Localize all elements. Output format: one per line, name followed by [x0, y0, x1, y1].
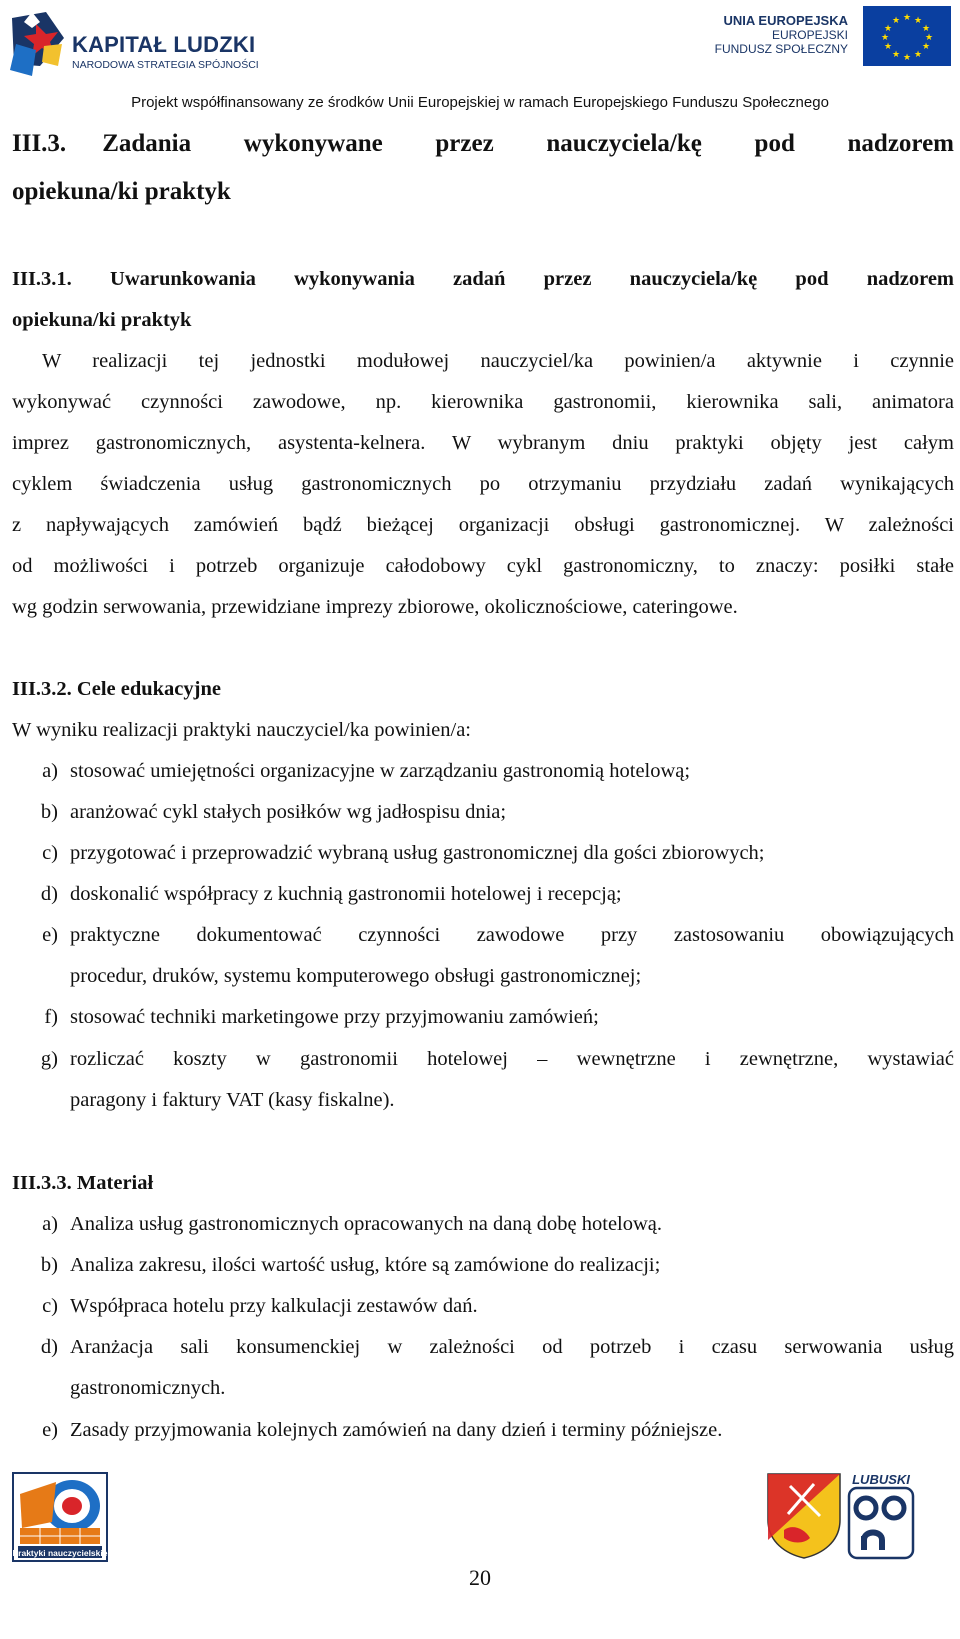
- list-item-label: e): [42, 924, 58, 946]
- list-item: [28, 1285, 954, 1327]
- list-item-text: doskonalić współpracy z kuchnią gastronomii hotelowej i recepcją;: [70, 883, 622, 905]
- list-item-text: Współpraca hotelu przy kalkulacji zestawów dań.: [70, 1295, 478, 1317]
- section-title-line2: opiekuna/ki praktyk: [12, 178, 231, 205]
- praktyki-logo-label: Praktyki nauczycielskie: [12, 1548, 108, 1558]
- svg-text:★: ★: [891, 16, 901, 26]
- list-item-label: d): [40, 1336, 58, 1358]
- sub1-paragraph-line: wg godzin serwowania, przewidziane imprezy zbiorowe, okolicznościowe, cateringowe.: [12, 596, 738, 618]
- sub1-paragraph-line: imprez gastronomicznych, asystenta-kelnera. W wybranym dniu praktyki objęty jest całym: [12, 432, 954, 454]
- section-title-line1: [12, 124, 954, 164]
- sub3-title: III.3.3. Materiał: [12, 1172, 154, 1194]
- list-item: [28, 791, 954, 833]
- section-title-text: Zadania wykonywane przez nauczyciela/kę pod nadzorem: [102, 130, 954, 157]
- section-number: III.3.: [12, 130, 67, 157]
- eu-logo-line3: FUNDUSZ SPOŁECZNY: [714, 42, 848, 56]
- list-item: [28, 1203, 954, 1245]
- list-item: [28, 1409, 954, 1451]
- list-item-text: rozliczać koszty w gastronomii hotelowej – wewnętrzne i zewnętrzne, wystawiać: [70, 1048, 954, 1070]
- list-item-text: stosować techniki marketingowe przy przyjmowaniu zamówień;: [70, 1006, 599, 1028]
- list-item-label: c): [42, 842, 58, 864]
- list-item-text: przygotować i przeprowadzić wybraną usług gastronomicznej dla gości zbiorowych;: [70, 842, 765, 864]
- svg-text:★: ★: [913, 16, 923, 26]
- coat-of-arms-icon: [764, 1470, 844, 1560]
- svg-text:★: ★: [921, 42, 931, 52]
- svg-text:★: ★: [891, 50, 901, 60]
- sub1-paragraph-line: W realizacji tej jednostki modułowej nauczyciel/ka powinien/a aktywnie i czynnie: [42, 350, 954, 372]
- list-item: [28, 873, 954, 915]
- sub2-intro: W wyniku realizacji praktyki nauczyciel/ka powinien/a:: [12, 719, 471, 741]
- svg-text:★: ★: [902, 53, 912, 63]
- sub1-title-line1: III.3.1. Uwarunkowania wykonywania zadań przez nauczyciela/kę pod nadzorem: [12, 268, 954, 290]
- svg-text:★: ★: [883, 24, 893, 34]
- praktyki-nauczycielskie-logo: [12, 1472, 108, 1562]
- list-item-label: e): [42, 1419, 58, 1441]
- list-item-text-continued: paragony i faktury VAT (kasy fiskalne).: [70, 1089, 395, 1111]
- list-item-text: Analiza usług gastronomicznych opracowanych na daną dobę hotelową.: [70, 1213, 663, 1235]
- list-item-label: b): [40, 1254, 58, 1276]
- sub1-paragraph-line: wykonywać czynności zawodowe, np. kierownika gastronomii, kierownika sali, animatora: [12, 391, 954, 413]
- list-item-label: f): [44, 1006, 58, 1028]
- svg-text:★: ★: [880, 33, 890, 43]
- lubuski-label: LUBUSKI: [852, 1472, 910, 1487]
- svg-text:★: ★: [924, 33, 934, 43]
- svg-text:★: ★: [913, 50, 923, 60]
- svg-text:★: ★: [883, 42, 893, 52]
- list-item-text: stosować umiejętności organizacyjne w zarządzaniu gastronomią hotelową;: [70, 760, 691, 782]
- kapital-ludzki-emblem-icon: [6, 4, 68, 82]
- kapital-ludzki-subtitle: NARODOWA STRATEGIA SPÓJNOŚCI: [72, 59, 259, 71]
- list-item: [28, 914, 954, 998]
- list-item-text: aranżować cykl stałych posiłków wg jadłospisu dnia;: [70, 801, 507, 823]
- list-item: [28, 750, 954, 792]
- list-item: [28, 1326, 954, 1410]
- list-item-label: d): [40, 883, 58, 905]
- list-item-label: a): [42, 1213, 58, 1235]
- list-item-text: praktyczne dokumentować czynności zawodowe przy zastosowaniu obowiązujących: [70, 924, 954, 946]
- sub1-paragraph-line: z napływających zamówień bądź bieżącej organizacji obsługi gastronomicznej. W zależności: [12, 514, 954, 536]
- lubuski-odn-logo: [846, 1470, 916, 1560]
- kapital-ludzki-title: KAPITAŁ LUDZKI: [72, 32, 256, 57]
- project-funding-line: Projekt współfinansowany ze środków Unii Europejskiej w ramach Europejskiego Funduszu Społecznego: [131, 94, 829, 111]
- list-item-text: Aranżacja sali konsumenckiej w zależności od potrzeb i czasu serwowania usług: [70, 1336, 954, 1358]
- sub2-title: III.3.2. Cele edukacyjne: [12, 678, 221, 700]
- svg-text:★: ★: [902, 13, 912, 23]
- eu-logo-text: [715, 14, 848, 56]
- sub1-paragraph-line: cyklem świadczenia usług gastronomicznych po otrzymaniu przydziału zadań wynikających: [12, 473, 954, 495]
- list-item: [28, 832, 954, 874]
- sub1-paragraph-line: od możliwości i potrzeb organizuje całodobowy cykl gastronomiczny, to znaczy: posiłki stałe: [12, 555, 954, 577]
- eu-logo-line2: EUROPEJSKI: [771, 28, 848, 42]
- list-item-text-continued: procedur, druków, systemu komputerowego obsługi gastronomicznej;: [70, 965, 642, 987]
- list-item-text: Analiza zakresu, ilości wartość usług, które są zamówione do realizacji;: [70, 1254, 661, 1276]
- list-item-label: g): [40, 1048, 58, 1070]
- list-item: [28, 1244, 954, 1286]
- list-item-text: Zasady przyjmowania kolejnych zamówień na dany dzień i terminy późniejsze.: [70, 1419, 723, 1441]
- svg-text:★: ★: [921, 24, 931, 34]
- list-item: [28, 1038, 954, 1122]
- sub1-title-line2: opiekuna/ki praktyk: [12, 309, 192, 331]
- eu-logo-line1: UNIA EUROPEJSKA: [723, 13, 848, 28]
- list-item-label: c): [42, 1295, 58, 1317]
- list-item-label: b): [40, 801, 58, 823]
- list-item: [28, 996, 954, 1038]
- eu-flag-icon: [863, 6, 951, 66]
- list-item-text-continued: gastronomicznych.: [70, 1377, 226, 1399]
- page-number: 20: [469, 1565, 491, 1590]
- list-item-label: a): [42, 760, 58, 782]
